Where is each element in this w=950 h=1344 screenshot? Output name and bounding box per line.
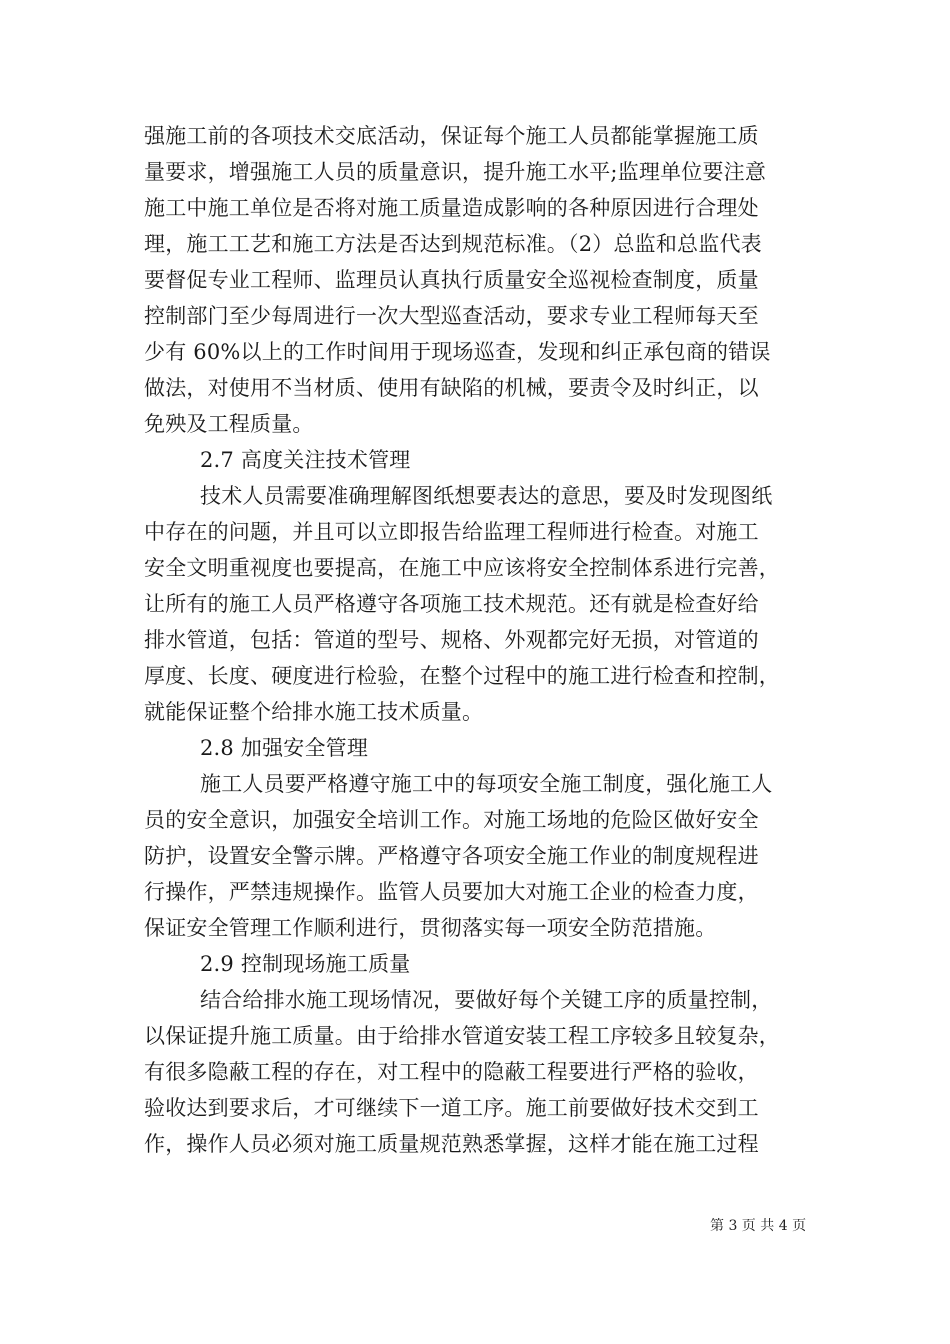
text-line: 施工中施工单位是否将对施工质量造成影响的各种原因进行合理处	[144, 196, 759, 220]
body-text	[144, 118, 816, 1162]
text-line: 防护，设置安全警示牌。严格遵守各项安全施工作业的制度规程进	[144, 844, 759, 868]
text-line: 就能保证整个给排水施工技术质量。	[144, 700, 484, 724]
text-line: 作，操作人员必须对施工质量规范熟悉掌握，这样才能在施工过程	[144, 1132, 759, 1156]
text-line: 以保证提升施工质量。由于给排水管道安装工程工序较多且较复杂，	[144, 1024, 780, 1048]
text-line: 验收达到要求后，才可继续下一道工序。施工前要做好技术交到工	[144, 1096, 759, 1120]
text-line: 中存在的问题，并且可以立即报告给监理工程师进行检查。对施工	[144, 520, 759, 544]
text-line: 理，施工工艺和施工方法是否达到规范标准。（2）总监和总监代表	[144, 232, 762, 256]
text-line: 2.8 加强安全管理	[200, 736, 369, 760]
text-line: 员的安全意识，加强安全培训工作。对施工场地的危险区做好安全	[144, 808, 759, 832]
text-line: 结合给排水施工现场情况，要做好每个关键工序的质量控制，	[200, 988, 773, 1012]
text-line: 施工人员要严格遵守施工中的每项安全施工制度，强化施工人	[200, 772, 773, 796]
text-line: 技术人员需要准确理解图纸想要表达的意思，要及时发现图纸	[200, 484, 773, 508]
text-line: 做法，对使用不当材质、使用有缺陷的机械，要责令及时纠正，以	[144, 376, 759, 400]
text-line: 行操作，严禁违规操作。监管人员要加大对施工企业的检查力度，	[144, 880, 759, 904]
text-line: 让所有的施工人员严格遵守各项施工技术规范。还有就是检查好给	[144, 592, 759, 616]
text-line: 排水管道，包括：管道的型号、规格、外观都完好无损，对管道的	[144, 628, 759, 652]
text-line: 保证安全管理工作顺利进行，贯彻落实每一项安全防范措施。	[144, 916, 717, 940]
text-line: 要督促专业工程师、监理员认真执行质量安全巡视检查制度，质量	[144, 268, 759, 292]
text-line: 量要求，增强施工人员的质量意识，提升施工水平;监理单位要注意	[144, 160, 767, 184]
text-line: 安全文明重视度也要提高，在施工中应该将安全控制体系进行完善，	[144, 556, 780, 580]
text-line: 少有 60%以上的工作时间用于现场巡查，发现和纠正承包商的错误	[144, 340, 771, 364]
text-line: 强施工前的各项技术交底活动，保证每个施工人员都能掌握施工质	[144, 124, 759, 148]
text-line: 控制部门至少每周进行一次大型巡查活动，要求专业工程师每天至	[144, 304, 759, 328]
text-line: 2.7 高度关注技术管理	[200, 448, 411, 472]
text-line: 2.9 控制现场施工质量	[200, 952, 411, 976]
text-line: 有很多隐蔽工程的存在，对工程中的隐蔽工程要进行严格的验收，	[144, 1060, 759, 1084]
text-line: 厚度、长度、硬度进行检验，在整个过程中的施工进行检查和控制，	[144, 664, 780, 688]
page-number-footer: 第 3 页 共 4 页	[710, 1218, 807, 1234]
text-line: 免殃及工程质量。	[144, 412, 314, 436]
